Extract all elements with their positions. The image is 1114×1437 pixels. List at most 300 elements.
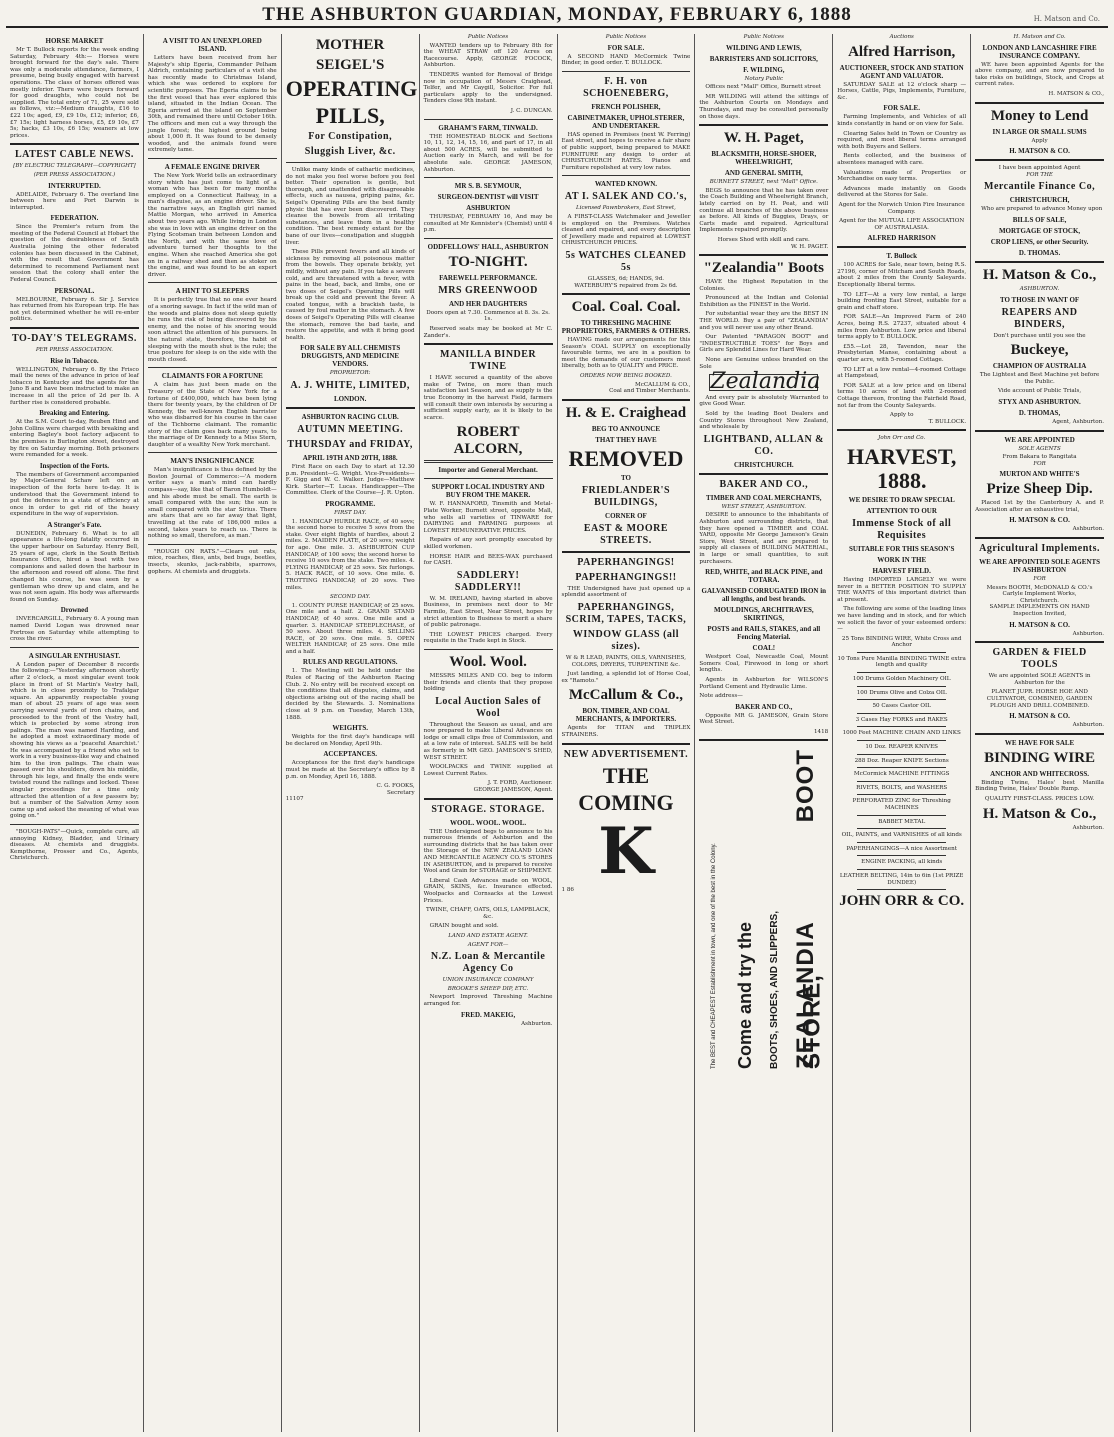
newport-text: Newport Improved Threshing Machine arranged for. [423, 994, 553, 1007]
baker-subheading: TIMBER AND COAL MERCHANTS, [706, 493, 822, 502]
hint-text: It is perfectly true that no one ever heard of a snoring savage. In fact if the wild man of the woods and plains does not sleep quietly he runs the risk of being discovered by his enemy, and the noise of his snoring would soon attract the attention of his pursuers. In the natural state, therefore, the habit of sleeping with the mouth shut is the rule; the true posture for sleep is on the side with the mouth closed. [147, 297, 277, 363]
zealandia-store-ad [699, 749, 828, 1069]
rules-heading: RULES AND REGULATIONS. [302, 658, 398, 667]
matson-name-3: H. MATSON & CO. [1009, 516, 1070, 525]
for-label: FOR [1033, 460, 1046, 467]
weights-text: Weights for the first day's handicaps will be declared on Monday, April 9th. [285, 734, 415, 747]
programme-text: 1. HANDICAP HURDLE RACE, of 40 sovs; the second horse to receive 5 sovs from the stake. Over eight flights of hurdles, about 2 miles. 2. MAIDEN PLATE, of 20 sovs; weight for age. One mile. 3. ASHBURTON CUP HANDICAP, of 100 sovs; the second horse to receive 10 sovs from the stake. Two miles. 4. FLYING HANDICAP, of 25 sovs. Six furlongs. 5. HACK RACE, of 10 sovs. One mile. 6. TROTTING HANDICAP, of 20 sovs. Two miles. [285, 518, 415, 591]
burnett-label: BURNETT STREET, next "Mall" Office. [709, 179, 818, 186]
col2-footer: "ROUGH ON RATS."—Clears out rats, mice, roaches, flies, ants, bed bugs, beetles, insects, skunks, jack-rabbits, sparrows, gophers. At chemists and druggists. [147, 548, 277, 575]
mortgage-label: MORTGAGE OF STOCK, [998, 226, 1081, 235]
lightband-heading: LIGHTBAND, ALLAN & CO. [703, 433, 825, 457]
vertical-text-2: BOOTS, SHOES, AND SLIPPERS, [769, 911, 781, 1070]
divider [10, 824, 139, 825]
work-label: WORK IN THE [877, 555, 927, 564]
newcastle-text: Westport Coal, Newcastle Coal, Mount Somers Coal, Firewood in long or short lengths. [699, 654, 829, 674]
advance-text: Who are prepared to advance Money upon [981, 206, 1103, 213]
coal-label: COAL! [752, 644, 776, 653]
desire-label: WE DESIRE TO DRAW SPECIAL [848, 495, 955, 504]
divider [562, 293, 691, 295]
rise-text: WELLINGTON, February 6. By the Frisco mail the news of the advance in price of leaf tobacco in Kentucky and the agents for the Juno B and have been instructed to make an increase in all the price of 2d per lb. A further rise is considered probable. [10, 366, 139, 406]
stock-list-item: McCormick MACHINE FITTINGS [853, 771, 950, 778]
the-heading: THE [602, 762, 650, 788]
masthead-right-label: H. Matson and Co. [1033, 15, 1100, 23]
divider [424, 119, 553, 120]
rents-text: Rents collected, and the business of absentees managed with care. [837, 153, 967, 166]
appointed-text: WE have been appointed Agents for the above company, and are now prepared to take risks on buildings, Stock, and Crops at current rates. [975, 61, 1104, 88]
manilla-heading: MANILLA BINDER TWINE [439, 349, 537, 373]
divider [857, 699, 946, 700]
beg-label: BEG TO ANNOUNCE [591, 424, 661, 433]
auctioneer-label: AUCTIONEER, STOCK AND STATION AGENT AND VALUATOR. [839, 63, 964, 80]
constipation-heading: For Constipation, [308, 131, 393, 142]
second-day-label: SECOND DAY. [330, 594, 371, 601]
cable-heading: LATEST CABLE NEWS. [14, 149, 134, 161]
wanted-text: WANTED tenders up to February 8th for the WHEAT STRAW off 120 Acres on Racecourse. Apply, GEORGE FOCOCK, Ashburton. [423, 42, 553, 69]
pills-text: Unlike many kinds of cathartic medicines, do not make you feel worse before you feel better. Their operation is gentle, but thorough, and unattended with disagreeable effects, such as nausea, griping pains, &c. Seigel's Operating Pills are the best family physic that has ever been discovered. They cleanse the bowels from all irritating substances, and leave them in a healthy condition. The best remedy extant for the bane of our lives—constipation and sluggish liver. [285, 167, 415, 246]
inspection-heading: Inspection of the Forts. [39, 461, 110, 470]
stock-list [837, 636, 966, 890]
ashburton-label-2: Ashburton. [1072, 526, 1104, 533]
coal-text: HAVING made our arrangements for this Season's COAL SUPPLY on exceptionally favourable terms, we are in a position to meet the demands of our customers most liberally, both as to QUALITY and PRICE. [561, 337, 691, 370]
baker-signature: BAKER AND CO., [735, 702, 793, 711]
racing-secretary: Secretary [386, 789, 415, 796]
mccallum-heading: McCallum & Co., [568, 687, 684, 704]
divider [699, 124, 828, 126]
stock-list-item: 50 Cases Castor OIL [872, 703, 931, 710]
hannaford-text-2: Repairs of any sort promptly executed by skilled workmen. [423, 537, 553, 550]
column-3 [282, 34, 420, 1432]
mrs-greenwood: MRS GREENWOOD [438, 284, 538, 296]
for-the-label: FOR THE [1026, 171, 1053, 178]
saturday-text: SATURDAY SALE at 12 o'clock sharp —Horses, Cattle, Pigs, Implements, Furniture, &c. [837, 81, 967, 101]
ad-number: 11107 [285, 796, 304, 803]
makeig-place: Ashburton. [521, 1020, 553, 1027]
section-label: Public Notices [605, 34, 647, 40]
notary-label: Notary Public [744, 75, 784, 82]
matson-name: H. MATSON & CO. [1009, 147, 1070, 156]
section-label: H. Matson and Co. [1013, 34, 1066, 40]
ashburton-label-3: Ashburton. [1072, 630, 1104, 637]
we-have-label: WE HAVE FOR SALE [1004, 738, 1075, 747]
binding-twine-text: Binding Twine, Hales' best Manilla Binding Twine, Hales' Double Rump. [975, 779, 1104, 793]
schoeneberg-heading: F. H. von SCHOENEBERG, [583, 75, 669, 99]
coming-heading: COMING [578, 789, 674, 815]
divider [10, 327, 139, 329]
stranger-heading: A Stranger's Fate. [47, 520, 102, 529]
zealandia-text: HAVE the Highest Reputation in the Colonies. [699, 279, 829, 292]
rules-text: 1. The Meeting will be held under the Rules of Racing of the Ashburton Racing Club. 2. No entry will be received except on the conditions that all disputes, claims, and objections arising out of the racing shall be decided by the Stewards. 3. Nominations close at 9 p.m. on Tuesday, March 13th, 1888. [285, 668, 415, 721]
horse-hair-text: HORSE HAIR and BEES-WAX purchased for CASH. [423, 553, 553, 567]
stock-list-item: PAPERHANGINGS—A nice Assortment [846, 845, 957, 852]
craighead-heading: H. & E. Craighead [565, 404, 687, 421]
column-1 [6, 34, 144, 1432]
glasses-text: GLASSES, 6d; HANDS, 9d. [587, 275, 665, 282]
man-heading: MAN'S INSIGNIFICANCE [170, 457, 255, 466]
divider [148, 282, 277, 283]
breaking-text: At the S.M. Court to-day, Reuben Hind and John Collins were charged with breaking and entering Bagley's boot factory adjacent to the premises in Burlington street, destroyed by fire on Saturday morning. Both prisoners were remanded for a week. [10, 419, 139, 459]
newspaper-page [6, 4, 1108, 1432]
divider [286, 407, 415, 409]
rise-heading: Rise in Tobacco. [50, 356, 99, 365]
apply-label: Apply [1031, 137, 1048, 144]
federation-text: Since the Premier's return from the meeting of the Federal Council at Hobart the question of the desirableness of South Australia joining the other federated colonies has been discussed in the Cabinet, with the result that Government has determined to recommend Parliament next session that the colony shall enter the Federal Council. [10, 224, 139, 284]
racing-text: First Race on each Day to start at 12.30 p.m. President—G. Wright. Vice-Presidents—F. Gigg and W. C. Walker. Judge—Matthew Kirk. Starter—T. Lucas. Handicapper—The Committee. Clerk of the Course—J. R. Upton. [285, 464, 415, 497]
agent-for-label: AGENT FOR— [467, 941, 509, 948]
paper-text: THE Undersigned have just opened up a splendid assortment of [561, 585, 691, 599]
divider [699, 254, 828, 256]
bullock-text: 100 ACRES for Sale, near town, being R.S. 27196, corner of Mitcham and South Roads, about 2 miles from the County Saleyards. Exceptionally liberal terms. [837, 262, 967, 289]
brooks-label: BROOKE'S SHEEP DIP, ETC. [447, 985, 529, 992]
christchurch-label: CHRISTCHURCH. [733, 460, 794, 469]
clearing-text: Clearing Sales held in Town or Country as required, and most liberal terms arranged with both Buyers and Sellers. [837, 130, 967, 150]
surgeon-title: SURGEON-DENTIST will VISIT [437, 193, 539, 202]
zealandia-heading: "Zealandia" Boots [703, 260, 825, 277]
christchurch-label: CHRISTCHURCH, [1009, 196, 1070, 205]
paget-heading: W. H. Paget, [723, 130, 804, 147]
personal-heading: PERSONAL. [54, 286, 95, 295]
anchor-label: ANCHOR AND WHITECROSS. [990, 769, 1089, 778]
surgeon-place: ASHBURTON [466, 204, 511, 213]
for-sale-heading: FOR SALE. [883, 104, 920, 113]
column-8 [971, 34, 1108, 1432]
fifty-text: £55.—Lot 28, Tavendon, near the Presbyterian Manse, containing about a quarter acre, with 5-roomed Cottage. [837, 343, 967, 363]
graham-heading: GRAHAM'S FARM, TINWALD. [438, 123, 538, 132]
divider [975, 102, 1104, 104]
divider [857, 869, 946, 870]
polisher-label: FRENCH POLISHER, [591, 102, 661, 111]
ashburton-label: ASHBURTON. [1019, 285, 1060, 292]
harvest-heading: HARVEST, 1888. [846, 443, 957, 493]
baker-heading: BAKER AND CO., [719, 478, 809, 490]
claimants-text: A claim has just been made on the Treasury of the State of New York for a fortune of £400,000, which has been lying there for twenty years, by the children of Dr Kennedy, the well-known English barrister who was disbarred for his course in the case of the Tichborne claimant. The romantic story of the claim goes back many years, to the marriage of Dr Kennedy to a Miss Stern, daughter of a wealthy New York merchant. [147, 382, 277, 448]
farewell-heading: FAREWELL PERFORMANCE. [439, 273, 537, 282]
london-label: LONDON. [333, 395, 367, 404]
stock-list-item: 10 Doz. REAPER KNIVES [865, 744, 939, 751]
divider [857, 726, 946, 727]
wilding-text: MR WILDING will attend the sittings of the Ashburton Courts on Mondays and Thursdays, and may be consulted personally on those days. [699, 93, 829, 120]
styx-label: STYX AND ASHBURTON. [998, 397, 1081, 406]
divider [857, 781, 946, 782]
advances-text: Advances made instantly on Goods delivered at the Stores for Sale. [837, 185, 967, 199]
inspection-text: Inspection Invited, [1012, 611, 1067, 618]
divider [562, 175, 691, 176]
divider [857, 754, 946, 755]
paragon-text: Our Patented "PARAGON BOOT" and "INDESTRUCTIBLE TOES" for Boys and Girls are Splendid Lines for Hard Wear. [699, 334, 829, 354]
ashburton-label-5: Ashburton. [1072, 824, 1104, 831]
female-heading: A FEMALE ENGINE DRIVER [164, 162, 260, 171]
daughters-label: AND HER DAUGHTERS [448, 299, 528, 308]
wilding-name: F. WILDING, [743, 65, 785, 74]
matson-name-4: H. MATSON & CO. [1009, 620, 1070, 629]
mother-heading: MOTHER [316, 37, 385, 53]
stock-list-item: 3 Cases Hay FORKS and RAKES [855, 716, 948, 723]
to-let-2-text: TO LET at a low rental—4-roomed Cottage at Hampstead, [837, 366, 967, 380]
harrison-heading: Alfred Harrison, [848, 43, 956, 60]
threshing-heading: TO THRESHING MACHINE PROPRIETORS, FARMERS & OTHERS. [561, 319, 691, 336]
paget-text: BEGS to announce that he has taken over the Coach Building and Wheelwright Branch, lately carried on by H. Peat, and will continue all branches of the above business as before. All kinds of Buggies, Drays, or Carts made and repaired. Agricultural Implements repaired promptly. [699, 187, 829, 234]
matson-heading: H. Matson & Co., [982, 266, 1097, 283]
corner-label: CORNER OF [605, 511, 647, 520]
column-7 [833, 34, 971, 1432]
paperhangings-heading: PAPERHANGINGS! [577, 556, 675, 568]
vide-text: Vide account of Public Trials, [997, 388, 1082, 395]
stock-list-item: 10 Tons Pure Manilla BINDING TWINE extra length and quality [837, 655, 966, 669]
orr-heading: JOHN ORR & CO. [839, 893, 965, 910]
salek-heading: AT I. SALEK AND CO.'s, [564, 191, 687, 203]
divider [148, 544, 277, 545]
masthead-title: THE ASHBURTON GUARDIAN, MONDAY, FEBRUARY 6, 1888 [262, 4, 852, 25]
divider [857, 767, 946, 768]
wool-heading: Wool. Wool. [449, 653, 527, 670]
binding-heading: BINDING WIRE [984, 749, 1096, 766]
columns [6, 34, 1108, 1432]
friedlander-heading: FRIEDLANDER'S BUILDINGS, [581, 484, 671, 508]
to-let-text: TO LET—At a very low rental, a large building fronting East Street, suitable for a grain and chaff store. [837, 291, 967, 311]
blacksmith-label: BLACKSMITH, HORSE-SHOER, WHEELWRIGHT, [711, 150, 817, 167]
divider [857, 842, 946, 843]
agents-text: Agents in Ashburton for WILSON'S Portland Cement and Hydraulic Lime. [699, 676, 829, 690]
federation-heading: FEDERATION. [50, 214, 99, 223]
divider [857, 889, 946, 890]
sold-by-text: Sold by the leading Boot Dealers and Country Stores throughout New Zealand, and wholesale by [699, 411, 829, 431]
window-glass: WINDOW GLASS (all sizes). [572, 629, 679, 653]
general-label: AND GENERAL SMITH, [724, 169, 803, 178]
tenders-signature: J. C. DUNCAN. [510, 107, 553, 114]
opposite-text: Opposite MR G. JAMESON, Grain Store West Street. [699, 712, 829, 726]
placed-text: Placed 1st by the Canterbury A. and P. Association after an exhaustive trial, [975, 500, 1104, 513]
divider [857, 828, 946, 829]
agricultural-heading: Agricultural Implements. [979, 543, 1100, 555]
cable-subheading-2: (PER PRESS ASSOCIATION.) [33, 171, 116, 178]
local-text: Throughout the Season as usual, and are now prepared to make Liberal Advances on lodge or small clips free of Commission, and at a low rate of interest. SALES will be held as formerly in MR GEO. JAMESON'S SHED, WEST STREET. [423, 721, 553, 761]
valuations-text: Valuations made of Properties or Merchandise on easy terms. [837, 169, 967, 183]
agent-for-text: I have been appointed Agent [998, 165, 1081, 172]
alfred-signature: ALFRED HARRISON [867, 234, 936, 243]
dont-text: Don't purchase until you see the [993, 332, 1086, 339]
sluggish-heading: Sluggish Liver, &c. [304, 146, 396, 157]
first-day-label: FIRST DAY. [334, 510, 367, 516]
imported-text: Having IMPORTED LARGELY we were never in a BETTER POSITION TO SUPPLY THE WANTS of this important district than at present. [837, 576, 967, 603]
white-heading: A. J. WHITE, LIMITED, [290, 380, 410, 392]
divider [975, 430, 1104, 432]
vertical-text-3: ZEALANDIA BOOT STORE, [792, 749, 826, 1070]
column-5 [558, 34, 696, 1432]
stock-list-item: 1000 Feet MACHINE CHAIN AND LINKS [842, 730, 961, 737]
mutual-text: Agent for the MUTUAL LIFE ASSOCIATION OF AUSTRALASIA. [839, 218, 965, 231]
carlyle-text: Carlyle Implement Works, [1002, 591, 1077, 598]
divider [424, 798, 553, 800]
breaking-heading: Breaking and Entering. [39, 409, 110, 418]
seigels-heading: SEIGEL'S [316, 57, 385, 73]
drowned-text: INVERCARGILL, February 6. A young man named David Logan was drowned near Fortrose on Saturday while attempting to cross the river. [10, 616, 139, 643]
mccallum-sub: Coal and Timber Merchants. [609, 388, 691, 395]
stock-list-item: 25 Tons BINDING WIRE, White Cross and Anchor [841, 635, 962, 649]
red-pine: RED, WHITE, and BLACK PINE, and TOTARA. [705, 568, 823, 585]
schoeneberg-text: HAS opened in Premises (next W. Ferring) East street, and hopes to receive a fair share of public support, being prepared to MAKE FURNITURE any design to order at CHRISTCHURCH RATES. Pianos and Furniture repolished at very low rates. [561, 131, 691, 171]
drowned-heading: Drowned [60, 606, 89, 615]
titan-text: Agents for TITAN and TRIPLEX STRAINERS. [561, 725, 691, 738]
lowest-text: THE LOWEST PRICES charged. Every requisite in the Trade kept in Stock. [423, 631, 553, 645]
want-label: TO THOSE IN WANT OF [999, 295, 1080, 304]
divider [857, 686, 946, 687]
oddfellows-heading: ODDFELLOWS' HALL, ASHBURTON [427, 242, 549, 251]
vertical-text-4: The BEST and CHEAPEST Establishment in town, and one of the best in the Colony. [711, 843, 718, 1070]
graham-text: THE HOMESTEAD BLOCK and Sections 10, 11, 12, 14, 15, 16, and part of 17, in all about 500 ACRES, will be submitted to Auction early in March, and will be for absolute sale. GEORGE JAMESON, Ashburton. [423, 133, 553, 173]
sums-label: IN LARGE OR SMALL SUMS [992, 127, 1087, 136]
matson-heading-2: H. Matson & Co., [982, 805, 1097, 822]
planet-text: PLANET JUPR. HORSE HOE AND CULTIVATOR, COMBINED, GARDEN PLOUGH AND DRILL COMBINED. [986, 689, 1093, 709]
substantial-text: For substantial wear they are the BEST IN THE WORLD. Buy a pair of "ZEALANDIA" and you will never use any other Brand. [699, 311, 829, 331]
coal-heading: Coal. Coal. Coal. [571, 299, 681, 316]
divider [837, 246, 966, 248]
liberal-text: Liberal Cash Advances made on WOOL, GRAIN, SKINS, &c. Insurance effected. Woolpacks and Cornsacks at the Lowest Prices. [423, 877, 553, 904]
divider [699, 473, 828, 475]
support-heading: SUPPORT LOCAL INDUSTRY AND BUY FROM THE MAKER. [431, 483, 545, 500]
section-label: Public Notices [743, 34, 784, 40]
divider [857, 713, 946, 714]
bullock-signature: T. BULLOCK. [928, 418, 967, 425]
following-text: The following are some of the leading lines we have landing and in stock, and for which we solicit the favor of your esteemed orders:— [837, 606, 967, 633]
stock-list-item: BABBET METAL [878, 818, 926, 825]
divider [975, 159, 1104, 161]
storage-heading: STORAGE. STORAGE. [431, 803, 545, 815]
champion-label: CHAMPION OF AUSTRALIA [992, 362, 1087, 371]
local-auction-heading: Local Auction Sales of Wool [435, 695, 541, 719]
immense-heading: Immense Stock of all Requisites [852, 517, 952, 541]
booth-text: Messrs BOOTH, McDONALD & CO.'s [986, 584, 1093, 591]
claimants-heading: CLAIMANTS FOR A FORTUNE [161, 372, 263, 381]
divider [148, 158, 277, 159]
divider [424, 649, 553, 650]
divider [975, 261, 1104, 263]
field-label: HARVEST FIELD. [872, 566, 931, 575]
section-label: Public Notices [467, 34, 509, 40]
dates-heading: APRIL 19TH AND 20TH, 1888. [302, 454, 398, 463]
wool-text: MESSRS MILES AND CO. beg to inform their friends and clients that they propose holding [423, 672, 553, 693]
alcorn-heading: ROBERT ALCORN, [424, 424, 553, 463]
buckeye-heading: Buckeye, [1010, 342, 1069, 359]
to-label: TO [620, 473, 631, 482]
storage-text: THE Undersigned begs to announce to his numerous friends of Ashburton and the surrounding districts that he has taken over the Storage of the NEW ZEALAND LOAN AND MERCANTILE AGENCY CO.'S STORES IN ASHBURTON, and is prepared to receive Wool and Grain for STORAGE or SHIPMENT. [423, 828, 553, 875]
todays-subheading: PER PRESS ASSOCIATION. [35, 347, 114, 353]
for-sale-text: Farming Implements, and Vehicles of all kinds constantly in hand or on view for Sale. [837, 114, 967, 127]
removed-heading: REMOVED [568, 445, 684, 471]
matson-signature: H. MATSON & CO., [1048, 90, 1104, 97]
enthusiast-heading: A SINGULAR ENTHUSIAST. [28, 651, 121, 660]
racing-signature: C. G. FOOKS, [376, 783, 415, 790]
visit-text: Letters have been received from her Majesty's ship Egeria, Commander Pelham Aldrich, containing particulars of a visit she has recently made to Christmas Island, which she was ordered to explore for scientific purposes. The Egeria claims to be the first vessel that has ever explored this island, situated in the Indian Ocean. The Egeria arrived at the island on September 30th, and remained there until October 16th. The officers and men cut a way through the jungle forest; the highest ground being about 1,000 ft. It was found to be densely wooded, and the animals found were extremely tame. [147, 55, 277, 154]
galvanised: GALVANISED CORRUGATED IRON in all lengths, and best brands. [701, 587, 827, 604]
murton-label: MURTON AND WHITE'S [999, 470, 1080, 479]
stock-list-item: 100 Drums Golden Machinery OIL [852, 676, 951, 683]
ad-number: 1 86 [561, 886, 574, 893]
for-sale-3-text: FOR SALE at a low price and on liberal terms 10 acres of land with 2-roomed Cottage thereon, fronting the Fairfield Road, not far from the County Saleyards. [837, 382, 967, 409]
personal-text: MELBOURNE, February 6. Sir J. Service has returned from his European trip. He has not yet determined whether he will re-enter politics. [10, 296, 139, 323]
acceptances-heading: ACCEPTANCES. [323, 750, 378, 759]
vertical-text-1: Come and try the [734, 922, 755, 1070]
divider [857, 652, 946, 653]
importer-label: Importer and General Merchant. [438, 466, 538, 475]
todays-telegrams-heading: TO-DAY'S TELEGRAMS. [11, 333, 137, 344]
waterbury-text: WATERBURY'S repaired from 2s 6d. [574, 282, 678, 289]
sole-label: WE ARE APPOINTED SOLE AGENTS IN ASHBURTON [979, 558, 1101, 575]
divider [562, 399, 691, 401]
divider [562, 71, 691, 72]
paperhangings-heading-2: PAPERHANGINGS!! [575, 571, 677, 583]
jameson-signature: GEORGE JAMESON, Agent. [473, 787, 553, 794]
operating-heading: OPERATING [285, 76, 418, 101]
tenders-text: TENDERS wanted for Removal of Bridge now in occupation of Messrs Craighead, Telfer, and Mr Caygill, Solicitor. For full particulars apply to the undersigned. Tenders close 9th instant. [423, 71, 553, 105]
divider [10, 647, 139, 648]
ad-number: 1418 [814, 728, 829, 735]
surgeon-text: THURSDAY, FEBRUARY 16, And may be consulted at Mr Kennister's (Chemist) until 4 p.m. [423, 214, 553, 234]
sale-by: FOR SALE BY ALL CHEMISTS DRUGGISTS, AND MEDICINE VENDORS. [300, 344, 401, 369]
hannaford-text: W. F. HANNAFORD, Tinsmith and Metal-Plate Worker, Burnett street, opposite Mall, who sells all varieties of TINWARE for DAIRYING and FARMING purposes at LOWEST REMUNERATIVE PRICES. [423, 501, 553, 534]
sole-2-text: We are appointed SOLE AGENTS in Ashburton for the [988, 673, 1091, 686]
divider [857, 855, 946, 856]
quality-text: QUALITY FIRST-CLASS. PRICES LOW. [984, 795, 1095, 802]
warranted-text: And every pair is absolutely Warranted to give Good Wear. [699, 394, 829, 408]
grain-text: GRAIN bought and sold. [429, 923, 499, 930]
agent-text: Agent for the Norwich Union Fire Insurance Company. [838, 201, 965, 215]
visit-heading: A VISIT TO AN UNEXPLORED ISLAND. [162, 37, 262, 53]
paget-signature: W. H. PAGET. [790, 243, 829, 250]
divider [837, 429, 966, 431]
woolpacks-text: WOOLPACKS and TWINE supplied at Lowest Current Rates. [423, 764, 553, 777]
divider [424, 343, 553, 345]
horse-shod-text: Horses Shod with skill and care. [717, 236, 810, 243]
divider [10, 143, 139, 145]
stock-list-item: 100 Drums Olive and Colza OIL [856, 689, 947, 696]
surgeon-heading: MR S. B. SEYMOUR, [454, 182, 522, 191]
london-ins-heading: LONDON AND LANCASHIRE FIRE INSURANCE COMPANY. [982, 43, 1097, 60]
twine-text: TWINE, CHAFF, OATS, OILS, LAMPBLACK, &c. [425, 907, 551, 920]
manilla-text: I HAVE secured a quantity of the above make of Twine, on more than much satisfaction last Season, and as supply is the true Economy in the harvest Field, farmers will consult their own interests by securing a sufficient supply early, as it is likely to be scarce. [423, 375, 553, 421]
stock-list-item: 288 Doz. Reaper KNIFE Sections [854, 757, 949, 764]
thomas-place: Agent, Ashburton. [1052, 418, 1104, 425]
section-label: Auctions [889, 34, 914, 40]
none-text: None are Genuine unless branded on the Sole [699, 357, 829, 370]
pills-text-2: These Pills prevent fevers and all kinds of sickness by removing all poisonous matter from the bowels. They operate briskly, yet mildly, without any pain. If you take a severe cold, and are threatened with a fever, with pains in the head, back, and limbs, one or two doses of Seigel's Operating Pills will break up the cold and prevent the fever. A coated tongue, with a brackish taste, is caused by foul matter in the stomach. A few doses of Seigel's Operating Pills will cleanse the stomach, remove the bad taste, and restore the appetite, and with it bring good health. [285, 249, 415, 341]
column-6 [695, 34, 833, 1432]
reapers-heading: REAPERS AND BINDERS, [1001, 306, 1078, 330]
divider [148, 367, 277, 368]
mccallum-signature: McCALLUM & CO., [635, 381, 691, 388]
divider [562, 551, 691, 553]
thomas-name: D. THOMAS. [1018, 248, 1061, 257]
proprietor-label: PROPRIETOR: [329, 370, 371, 377]
programme-heading: PROGRAMME. [325, 500, 376, 508]
offices-text: Offices next "Mall" Office, Burnett street [705, 84, 822, 91]
ashburton-label-4: Ashburton. [1072, 722, 1104, 729]
pronounced-text: Pronounced at the Indian and Colonial Exhibition as the FINEST in the World. [699, 295, 829, 308]
salek-text: A FIRST-CLASS Watchmaker and Jeweller is employed on the Premises. Watches cleaned and repaired, and every description of Jewellery made and repaired at LOWEST CHRISTCHURCH PRICES. [561, 213, 691, 247]
from-text: From Bakara to Rangitata [1002, 454, 1077, 461]
inspection-text: The members of Government accompanied by Major-General Schaw left on an inspection of the forts here to-day. It is understood that the Government intend to put the defences in a state of efficiency at once in order to get rid of the heavy expenditure in the way of supervision. [10, 471, 139, 518]
stock-list-item: LEATHER BELTING, 14in to 6in (1st PRIZE DUNDEE) [839, 872, 964, 886]
female-text: The New York World tells an extraordinary story which has just come to light of a woman who has been for many months employed on a Connecticut Railway, in a man's disguise, as an engine driver. She is, the narrative says, an English girl named Mattie Morgan, who arrived in America about two years ago. While living in London she was in love with an engine driver on the Flying Scotsman train between London and the North, and with the same love of adventure turned her thoughts to the engine. When she reached America she got on in a railway shed and then as stoker on the engine, and was found to be an expert driver. [147, 172, 277, 278]
column-4 [420, 34, 558, 1432]
stock-list-item: OIL, PAINTS, and VARNISHES of all kinds [841, 832, 962, 839]
bullock-heading: T. Bullock [886, 252, 917, 261]
matson-name-5: H. MATSON & CO. [1009, 712, 1070, 721]
christchurch-text: Christchurch. [1020, 597, 1060, 604]
stock-list-item: RIVETS, BOLTS, and WASHERS [856, 784, 948, 791]
divider [424, 478, 553, 479]
divider [975, 641, 1104, 643]
divider [975, 537, 1104, 539]
